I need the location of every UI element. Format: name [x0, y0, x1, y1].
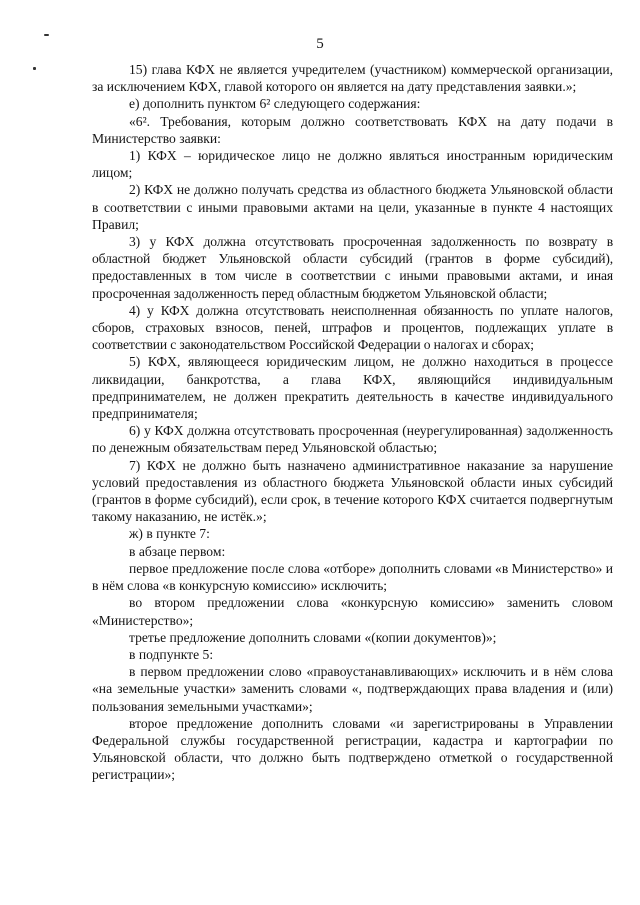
- paragraph: 15) глава КФХ не является учредителем (участником) коммерческой организации, за исключением КФХ, главой которого он является на дату представления заявки.»;: [92, 62, 613, 95]
- paragraph: 7) КФХ не должно быть назначено административное наказание за нарушение условий предоставления из областного бюджета Ульяновской области иных субсидий (грантов в форме субсидий), если срок, в течение которого КФХ считается подвергнутым такому наказанию, не истёк.»;: [92, 457, 613, 525]
- paragraph: 3) у КФХ должна отсутствовать просроченная задолженность по возврату в областной бюджет Ульяновской области субсидий (грантов в форме субсидий), предоставленных в том числе в соответствии с иными правовыми актами, и иная просроченная задолженность перед областным бюджетом Ульяновской области;: [92, 234, 613, 301]
- scan-mark: [33, 67, 36, 70]
- paragraph: 1) КФХ – юридическое лицо не должно являться иностранным юридическим лицом;: [92, 148, 613, 181]
- paragraph: 6) у КФХ должна отсутствовать просроченная (неурегулированная) задолженность по денежным обязательствам перед Ульяновской областью;: [92, 423, 613, 456]
- page-number: 5: [316, 36, 324, 52]
- paragraph: «6². Требования, которым должно соответствовать КФХ на дату подачи в Министерство заявки:: [92, 113, 613, 146]
- paragraph: 2) КФХ не должно получать средства из областного бюджета Ульяновской области в соответствии с иными правовыми актами на цели, указанные в пункте 4 настоящих Правил;: [92, 182, 613, 232]
- paragraph: третье предложение дополнить словами «(копии документов)»;: [129, 629, 497, 645]
- paragraph: ж) в пункте 7:: [129, 526, 210, 542]
- paragraph: в абзаце первом:: [129, 543, 226, 559]
- paragraph: первое предложение после слова «отборе» дополнить словами «в Министерство» и в нём слова «в конкурсную комиссию» исключить;: [92, 560, 613, 594]
- paragraph: второе предложение дополнить словами «и зарегистрированы в Управлении Федеральной службы государственной регистрации, кадастра и картографии по Ульяновской области, что должно быть подтверждено отметкой о государственной регистрации»;: [92, 715, 613, 783]
- paragraph: 5) КФХ, являющееся юридическим лицом, не должно находиться в процессе ликвидации, банкротства, а глава КФХ, являющийся индивидуальным предпринимателем, не должен прекратить деятельность в качестве индивидуального предпринимателя;: [92, 354, 613, 422]
- paragraph: е) дополнить пунктом 6² следующего содержания:: [129, 96, 421, 112]
- paragraph: 4) у КФХ должна отсутствовать неисполненная обязанность по уплате налогов, сборов, страховых взносов, пеней, штрафов и процентов, подлежащих уплате в соответствии с законодательством Российской Федерации о налогах и сборах;: [92, 302, 613, 353]
- paragraph: в подпункте 5:: [129, 646, 214, 662]
- paragraph: в первом предложении слово «правоустанавливающих» исключить и в нём слова «на земельные участки» заменить словами «, подтверждающих права владения и (или) пользования земельными участками»;: [92, 664, 613, 714]
- paragraph: во втором предложении слова «конкурсную комиссию» заменить словом «Министерство»;: [92, 595, 613, 628]
- document-body: [92, 61, 613, 784]
